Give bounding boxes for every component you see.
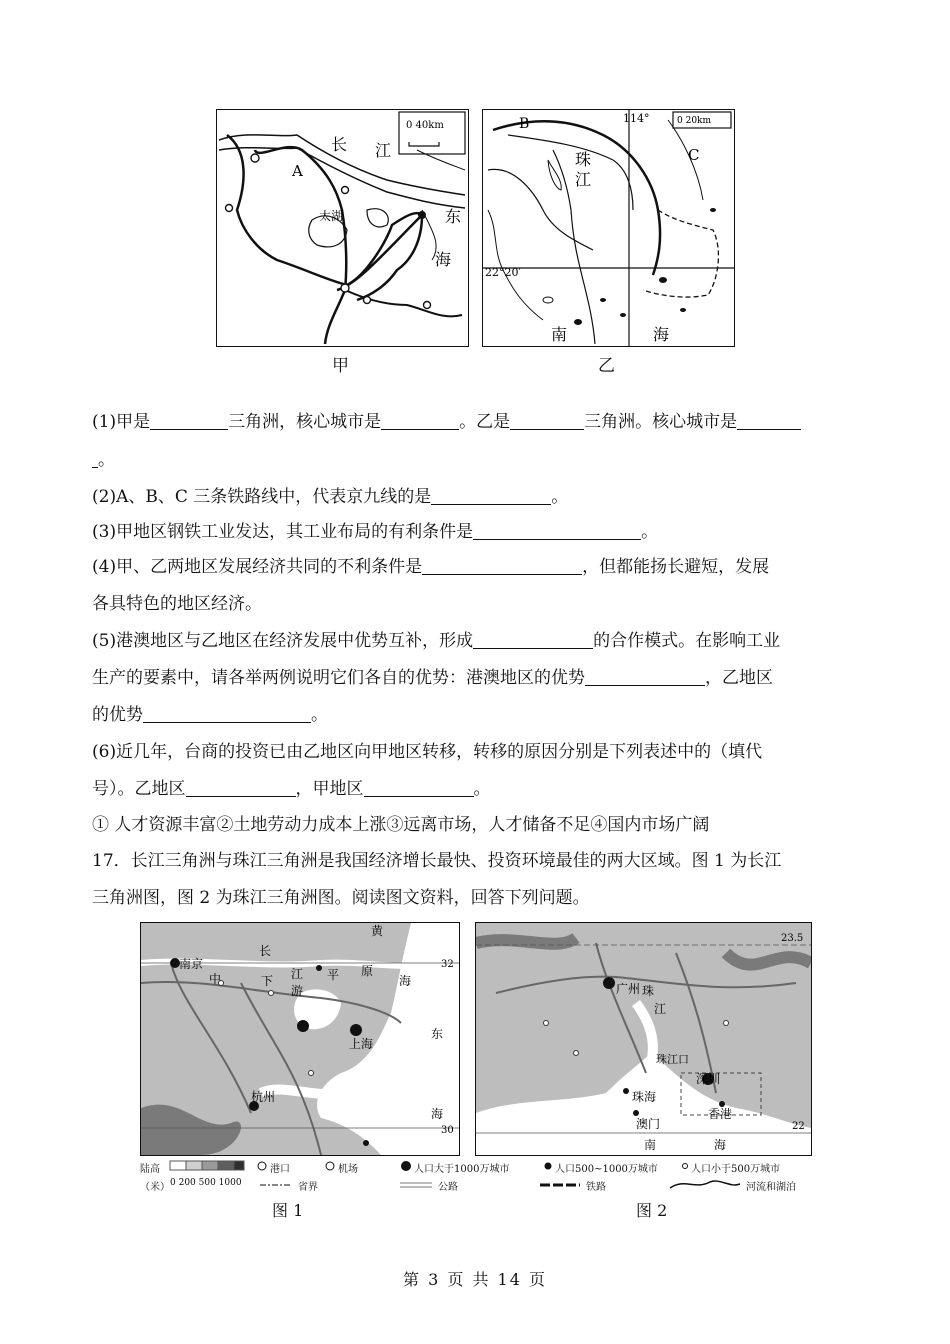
question-1: (1)甲是 三角洲，核心城市是 。乙是 三角洲。核心城市是 xyxy=(92,412,862,432)
legend-city-big: 人口大于1000万城市 xyxy=(414,1164,510,1175)
legend-rivers: 河流和湖泊 xyxy=(746,1182,796,1193)
question-5: (5)港澳地区与乙地区在经济发展中优势互补，形成 的合作模式。在影响工业 xyxy=(92,631,781,651)
legend-elevation-label: 陆高 xyxy=(140,1164,160,1175)
figure-2-svg xyxy=(476,923,811,1155)
map-yi xyxy=(482,109,735,347)
figure-1-place: 平 xyxy=(327,968,340,982)
figure-2-place: 南 xyxy=(644,1138,657,1152)
figure-1-place: 长 xyxy=(259,944,272,958)
map-jia-place: 东 xyxy=(445,207,462,226)
figure-1-place: 海 xyxy=(431,1107,444,1121)
figure-1-place: 江 xyxy=(291,967,304,981)
answer-blank[interactable] xyxy=(473,632,593,649)
figure-1-tick: 30 xyxy=(441,1125,454,1136)
figure-2-city: 深圳 xyxy=(696,1072,721,1086)
figure-1-city: 南京 xyxy=(179,957,204,971)
legend-city-mid: 人口500~1000万城市 xyxy=(555,1164,658,1175)
map-jia-svg xyxy=(217,110,468,346)
question-3: (3)甲地区钢铁工业发达，其工业布局的有利条件是 。 xyxy=(92,522,659,542)
legend-port: 港口 xyxy=(270,1164,290,1175)
question-5-cont: 生产的要素中，请各举两例说明它们各自的优势：港澳地区的优势 ，乙地区 xyxy=(92,668,773,688)
question-6-options: ① 人才资源丰富②土地劳动力成本上涨③远离市场，人才储备不足④国内市场广阔 xyxy=(92,815,710,835)
legend-road: 公路 xyxy=(438,1182,458,1193)
map-yi-label-c: C xyxy=(688,146,700,164)
figure-2-caption: 图 2 xyxy=(636,1201,668,1220)
map-yi-label-b: B xyxy=(519,116,530,132)
figure-1-place: 中 xyxy=(209,972,222,986)
question-5-cont2: 的优势 。 xyxy=(92,705,328,725)
figure-1-place: 下 xyxy=(261,974,274,988)
answer-blank[interactable] xyxy=(585,669,705,686)
map-yi-lon: 114° xyxy=(623,112,650,125)
answer-blank[interactable] xyxy=(737,413,801,430)
map-yi-place: 江 xyxy=(575,170,592,189)
map-jia-place: 江 xyxy=(375,141,392,160)
figure-2-city: 澳门 xyxy=(636,1117,661,1131)
question-1-cont: 。 xyxy=(92,450,862,470)
legend-city-small: 人口小于500万城市 xyxy=(691,1164,781,1175)
map-jia-scale: 0 40km xyxy=(406,120,444,131)
legend-elevation-values: 0 200 500 1000 xyxy=(170,1178,242,1188)
page-footer: 第 3 页 共 14 页 xyxy=(403,1270,547,1289)
answer-blank[interactable] xyxy=(381,413,459,430)
answer-blank[interactable] xyxy=(473,523,641,540)
map-yi-svg xyxy=(483,110,734,346)
figure-1-svg xyxy=(141,923,459,1155)
figure-1-place: 原 xyxy=(361,964,374,978)
question-2: (2)A、B、C 三条铁路线中，代表京九线的是 。 xyxy=(92,487,569,507)
answer-blank[interactable] xyxy=(143,706,311,723)
map-jia-place: 太湖 xyxy=(319,209,344,223)
figure-2-place: 珠江口 xyxy=(656,1053,689,1066)
figure-2-place: 珠 xyxy=(642,984,655,998)
legend-boundary: 省界 xyxy=(298,1182,318,1193)
figure-1-place: 东 xyxy=(431,1027,444,1041)
answer-blank[interactable] xyxy=(150,413,228,430)
figure-2-city: 广州 xyxy=(616,982,641,996)
figure-1-city: 杭州 xyxy=(251,1090,276,1104)
legend-airport: 机场 xyxy=(338,1164,358,1175)
question-4-cont: 各具特色的地区经济。 xyxy=(92,594,262,614)
answer-blank[interactable] xyxy=(431,488,551,505)
map-jia-caption: 甲 xyxy=(332,356,349,376)
map-jia-place: 海 xyxy=(435,250,452,269)
figure-2-city: 珠海 xyxy=(632,1090,657,1104)
figure-2-map xyxy=(475,922,812,1156)
figure-1-place: 游 xyxy=(291,984,304,998)
figure-1-tick: 32 xyxy=(441,959,454,970)
map-yi-caption: 乙 xyxy=(598,356,615,376)
legend-rail: 铁路 xyxy=(586,1182,606,1193)
legend-elevation-unit: （米） xyxy=(140,1182,170,1193)
figure-1-caption: 图 1 xyxy=(272,1201,304,1220)
figure-2-place: 江 xyxy=(654,1002,667,1016)
map-jia xyxy=(216,109,469,347)
answer-blank[interactable] xyxy=(186,780,296,797)
figure-1-map xyxy=(140,922,460,1156)
answer-blank[interactable] xyxy=(422,558,582,575)
question-17: 17．长江三角洲与珠江三角洲是我国经济增长最快、投资环境最佳的两大区域。图 1 为长江 xyxy=(92,851,782,871)
figure-1-city: 上海 xyxy=(349,1037,374,1051)
map-yi-scale: 0 20km xyxy=(677,116,712,126)
figure-2-tick: 23.5 xyxy=(781,933,804,944)
question-6: (6)近几年，台商的投资已由乙地区向甲地区转移，转移的原因分别是下列表述中的（填代 xyxy=(92,742,763,762)
figure-1-place: 海 xyxy=(399,974,412,988)
question-6-cont: 号）。乙地区 ，甲地区 。 xyxy=(92,779,491,799)
map-yi-place: 海 xyxy=(653,325,670,344)
question-17-cont: 三角洲图，图 2 为珠江三角洲图。阅读图文资料，回答下列问题。 xyxy=(92,888,590,908)
figure-2-place: 海 xyxy=(714,1138,727,1152)
answer-blank[interactable] xyxy=(364,780,474,797)
map-jia-label-a: A xyxy=(292,162,303,180)
answer-blank[interactable] xyxy=(510,413,584,430)
legend xyxy=(140,1158,810,1194)
figure-1-place: 黄 xyxy=(371,924,384,938)
map-yi-lat: 22°20′ xyxy=(485,266,521,279)
map-jia-place: 长 xyxy=(331,135,348,154)
figure-2-tick: 22 xyxy=(792,1121,805,1132)
map-yi-place: 珠 xyxy=(575,150,592,169)
figure-2-city: 香港 xyxy=(708,1107,733,1121)
map-yi-place: 南 xyxy=(551,325,568,344)
question-4: (4)甲、乙两地区发展经济共同的不利条件是 ，但都能扬长避短，发展 xyxy=(92,557,770,577)
